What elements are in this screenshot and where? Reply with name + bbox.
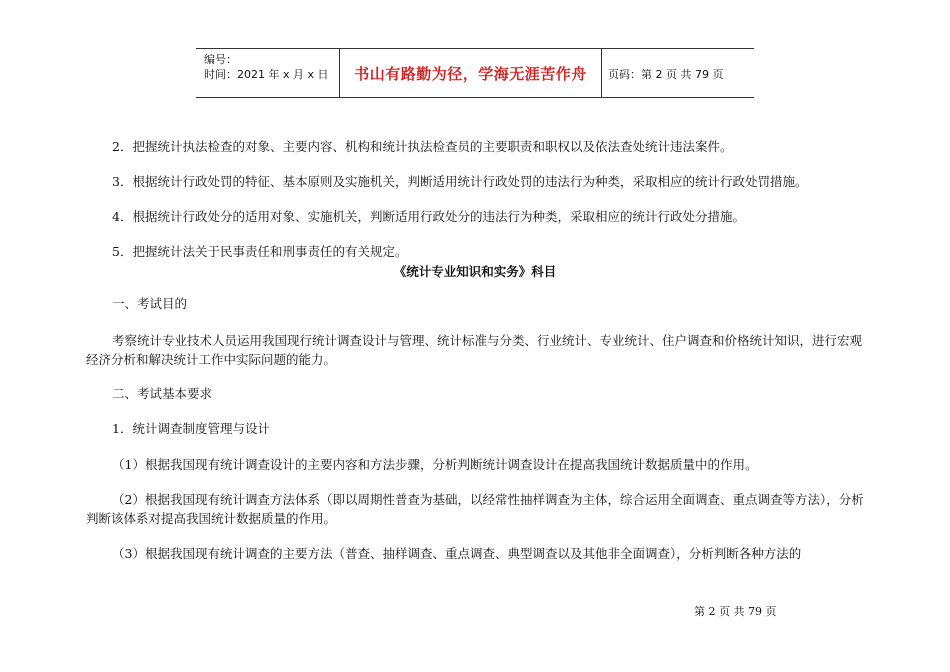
sub-item-1: （1）根据我国现有统计调查设计的主要内容和方法步骤，分析判断统计调查设计在提高我国统计数据质量中的作用。 <box>112 457 758 472</box>
subject-title: 《统计专业知识和实务》科目 <box>393 264 557 279</box>
section-purpose-text: 考察统计专业技术人员运用我国现行统计调查设计与管理、统计标准与分类、行业统计、专业统计、住户调查和价格统计知识，进行宏观经济分析和解决统计工作中实际问题的能力。 <box>86 333 863 367</box>
header-motto-cell <box>340 49 602 97</box>
sub-item-3: （3）根据我国现有统计调查的主要方法（普查、抽样调查、重点调查、典型调查以及其他非全面调查），分析判断各种方法的 <box>112 546 802 561</box>
requirement-item-4: 4．根据统计行政处分的适用对象、实施机关，判断适用行政处分的违法行为种类，采取相应的统计行政处分措施。 <box>112 209 745 224</box>
section-heading-purpose: 一、考试目的 <box>112 296 188 311</box>
requirement-item-5: 5．把握统计法关于民事责任和刑事责任的有关规定。 <box>112 244 408 259</box>
header-motto: 书山有路勤为径，学海无涯苦作舟 <box>354 65 587 83</box>
serial-number: 编号： <box>204 53 237 66</box>
header-info-cell <box>196 49 340 97</box>
header-page-number: 页码：第 2 页 共 79 页 <box>608 68 724 81</box>
item-heading-survey-design: 1．统计调查制度管理与设计 <box>112 421 270 436</box>
sub-item-2: （2）根据我国现有统计调查方法体系（即以周期性普查为基础，以经常性抽样调查为主体，综合运用全面调查、重点调查等方法），分析判断该体系对提高我国统计数据质量的作用。 <box>86 492 864 526</box>
requirement-item-3: 3．根据统计行政处罚的特征、基本原则及实施机关，判断适用统计行政处罚的违法行为种类，采取相应的统计行政处罚措施。 <box>112 174 808 189</box>
page-footer: 第 2 页 共 79 页 <box>694 605 777 618</box>
header-date: 时间：2021 年 x 月 x 日 <box>204 68 329 81</box>
header-page-cell <box>602 49 754 97</box>
section-heading-requirements: 二、考试基本要求 <box>112 386 213 401</box>
page-header <box>196 48 754 98</box>
requirement-item-2: 2．把握统计执法检查的对象、主要内容、机构和统计执法检查员的主要职责和职权以及依法查处统计违法案件。 <box>112 139 733 154</box>
